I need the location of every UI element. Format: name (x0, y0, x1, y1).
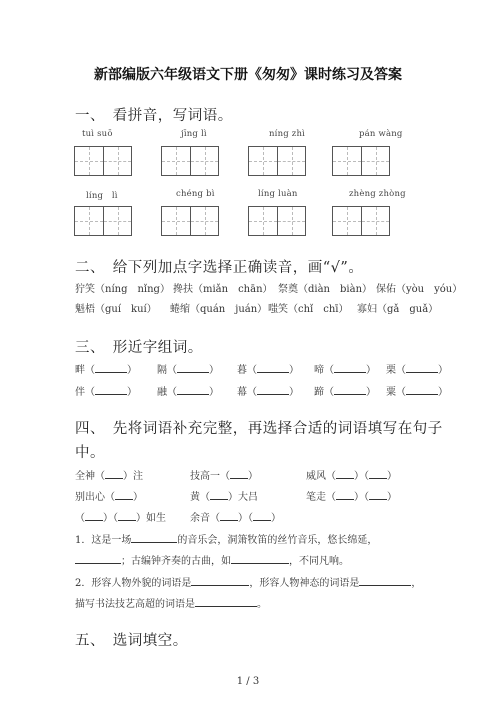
reading-choice[interactable]: 保佑（yòu yóu） (376, 284, 463, 295)
char-blank: 蹄（ ） (314, 387, 376, 398)
reading-choice[interactable]: 狞笑（níng nǐng） (75, 284, 170, 295)
question-1-line2: ；古编钟齐奏的古曲，如 ，不同凡响。 (75, 552, 349, 567)
idiom-blank: （ ）（ ）如生 (75, 513, 166, 524)
idiom-blank: 别出心（ ） (75, 492, 143, 503)
reading-choice[interactable]: 搀扶（miǎn chān） (173, 284, 273, 295)
reading-choice[interactable]: 寡妇（gǎ guǎ） (357, 304, 439, 315)
writing-grid[interactable] (161, 206, 219, 236)
idiom-blank: 黄（ ）大吕 (190, 492, 258, 503)
reading-choice[interactable]: 祭奠（diàn biàn） (278, 284, 373, 295)
pinyin-3: níng zhì (269, 129, 306, 139)
idiom-blank: 威风（ ）（ ） (306, 471, 397, 482)
question-2-line1: 2．形容人物外貌的词语是 ，形容人物神态的词语是 ， (75, 578, 422, 589)
char-blank: 暮（ ） (237, 365, 299, 376)
section-5-heading: 五、 选词填空。 (75, 633, 188, 649)
section-4-heading-cont: 中。 (75, 445, 105, 461)
char-blank: 栗（ ） (386, 365, 448, 376)
question-2-line2: 描写书法技艺高超的词语是 。 (75, 599, 267, 610)
question-1-line1: 1．这是一场 的音乐会，洞箫牧笛的丝竹音乐，悠长绵延， (75, 535, 378, 546)
writing-grid[interactable] (248, 146, 306, 176)
char-blank: 融（ ） (157, 387, 219, 398)
pinyin-2: jīng lì (181, 129, 207, 139)
pinyin-5: líng lì (86, 191, 118, 201)
section-3-heading: 三、 形近字组词。 (75, 340, 203, 356)
page-number: 1 / 3 (236, 676, 260, 687)
writing-grid[interactable] (74, 146, 132, 176)
idiom-blank: 技高一（ ） (190, 471, 258, 482)
section-2-heading: 二、 给下列加点字选择正确读音，画“√”。 (75, 260, 364, 276)
writing-grid[interactable] (161, 146, 219, 176)
section-1-heading: 一、 看拼音，写词语。 (75, 108, 233, 124)
pinyin-1: tuì suō (82, 129, 113, 139)
page-title: 新部编版六年级语文下册《匆匆》课时练习及答案 (94, 67, 402, 83)
char-blank: 啼（ ） (314, 365, 376, 376)
char-blank: 粟（ ） (386, 387, 448, 398)
reading-choice[interactable]: 蜷缩（quán juán） (170, 304, 268, 315)
char-blank: 伴（ ） (75, 387, 137, 398)
pinyin-8: zhèng zhòng (349, 189, 406, 199)
pinyin-4: pán wàng (359, 129, 403, 139)
idiom-blank: 余音（ ）（ ） (190, 513, 281, 524)
char-blank: 幕（ ） (237, 387, 299, 398)
writing-grid[interactable] (332, 206, 390, 236)
char-blank: 畔（ ） (75, 365, 137, 376)
writing-grid[interactable] (332, 146, 390, 176)
pinyin-7: líng luàn (258, 189, 298, 199)
section-4-heading: 四、 先将词语补充完整，再选择合适的词语填写在句子 (75, 421, 443, 437)
reading-choice[interactable]: 魁梧（guí kuí） (75, 304, 157, 315)
char-blank: 隔（ ） (157, 365, 219, 376)
writing-grid[interactable] (74, 206, 132, 236)
writing-grid[interactable] (248, 206, 306, 236)
pinyin-6: chéng bì (176, 189, 215, 199)
reading-choice[interactable]: 嗤笑（chǐ chī） (268, 304, 349, 315)
idiom-blank: 笔走（ ）（ ） (306, 492, 397, 503)
idiom-blank: 全神（ ）注 (75, 471, 143, 482)
